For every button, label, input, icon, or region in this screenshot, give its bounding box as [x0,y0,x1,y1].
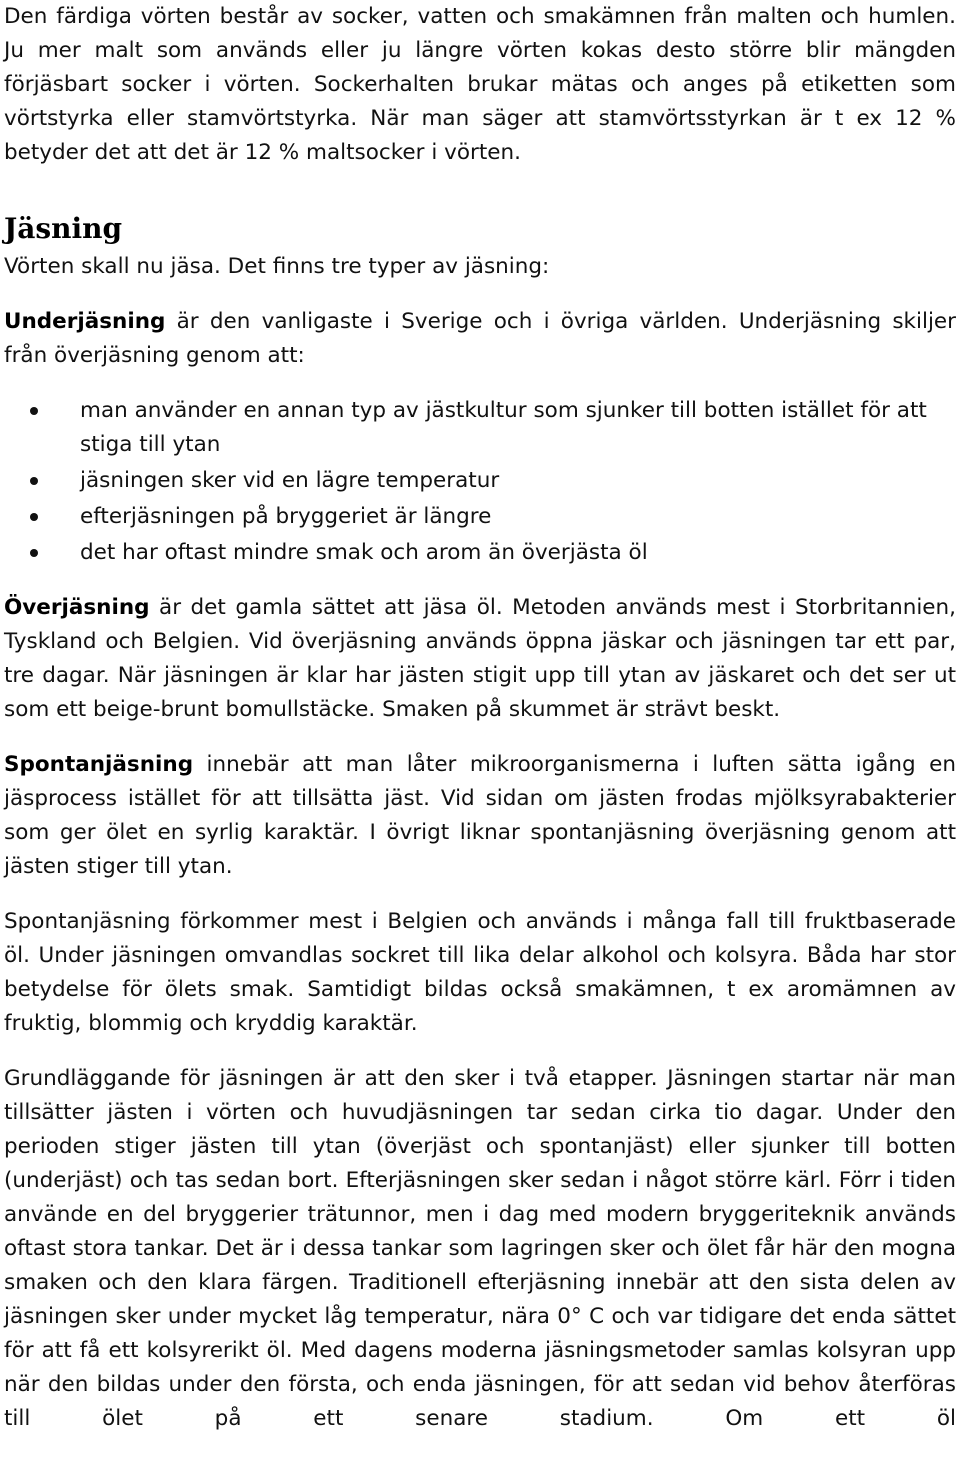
list-item-text: jäsningen sker vid en lägre temperatur [80,468,500,493]
list-item-text: efterjäsningen på bryggeriet är längre [80,504,492,529]
spontanjasning-term: Spontanjäsning [4,752,194,777]
list-item [4,464,956,498]
underjasning-text: är den vanligaste i Sverige och i övriga världen. Underjäsning skiljer från överjäsning genom att: [4,309,956,368]
spontanjasning-paragraph [4,748,956,884]
overjasning-paragraph [4,591,956,727]
list-item-text: man använder en annan typ av jästkultur som sjunker till botten istället för att stiga till ytan [80,398,927,457]
section-lead: Vörten skall nu jäsa. Det finns tre typer av jäsning: [4,254,550,279]
section-heading: Jäsning [4,212,123,245]
spontan-belgien-paragraph: Spontanjäsning förkommer mest i Belgien och används i många fall till fruktbaserade öl. Under jäsningen omvandlas sockret till lika delar alkohol och kolsyra. Båda har stor betydelse för ölets smak. Samtidigt bildas också smakämnen, t ex aromämnen av fruktig, blommig och kryddig karaktär. [4,909,956,1036]
intro-paragraph: Den färdiga vörten består av socker, vatten och smakämnen från malten och humlen. Ju mer malt som används eller ju längre vörten kokas desto större blir mängden förjäsbart socker i vörten. Sockerhalten brukar mätas och anges på etiketten som vörtstyrka eller stamvörtstyrka. När man säger att stamvörtsstyrkan är t ex 12 % betyder det att det är 12 % maltsocker i vörten. [4,4,956,165]
underjasning-bullet-list [4,394,956,570]
list-item [4,536,956,570]
bullet-icon [28,536,40,570]
grundlaggande-paragraph: Grundläggande för jäsningen är att den sker i två etapper. Jäsningen startar när man tillsätter jästen i vörten och huvudjäsningen tar sedan cirka tio dagar. Under den perioden stiger jästen till ytan (överjäst och spontanjäst) eller sjunker till botten (underjäst) och tas sedan bort. Efterjäsningen sker sedan i något större kärl. Förr i tiden använde en del bryggerier trätunnor, men i dag med modern bryggeriteknik används oftast stora tankar. Det är i dessa tankar som lagringen sker och ölet får här den mogna smaken och den klara färgen. Traditionell efterjäsning innebär att den sista delen av jäsningen sker under mycket låg temperatur, nära 0° C och var tidigare det enda sättet för att få ett kolsyrerikt öl. Med dagens moderna jäsningsmetoder samlas kolsyran upp när den bildas under den första, och enda jäsningen, för att sedan vid behov återföras till ölet på ett senare stadium. Om ett öl [4,1066,956,1431]
bullet-icon [28,394,40,428]
list-item-text: det har oftast mindre smak och arom än överjästa öl [80,540,648,565]
bullet-icon [28,464,40,498]
list-item [4,500,956,534]
overjasning-text: är det gamla sättet att jäsa öl. Metoden används mest i Storbritannien, Tyskland och Belgien. Vid överjäsning används öppna jäskar och jäsningen tar ett par, tre dagar. När jäsningen är klar har jästen stigit upp till ytan av jäskaret och det ser ut som ett beige-brunt bomullstäcke. Smaken på skummet är strävt beskt. [4,595,956,722]
spontanjasning-text: innebär att man låter mikroorganismerna i luften sätta igång en jäsprocess istället för att tillsätta jäst. Vid sidan om jästen frodas mjölksyrabakterier som ger ölet en syrlig karaktär. I övrigt liknar spontanjäsning överjäsning genom att jästen stiger till ytan. [4,752,956,879]
overjasning-term: Överjäsning [4,595,150,620]
underjasning-term: Underjäsning [4,309,166,334]
list-item [4,394,956,462]
document-page [4,0,956,1436]
underjasning-paragraph [4,305,956,373]
bullet-icon [28,500,40,534]
